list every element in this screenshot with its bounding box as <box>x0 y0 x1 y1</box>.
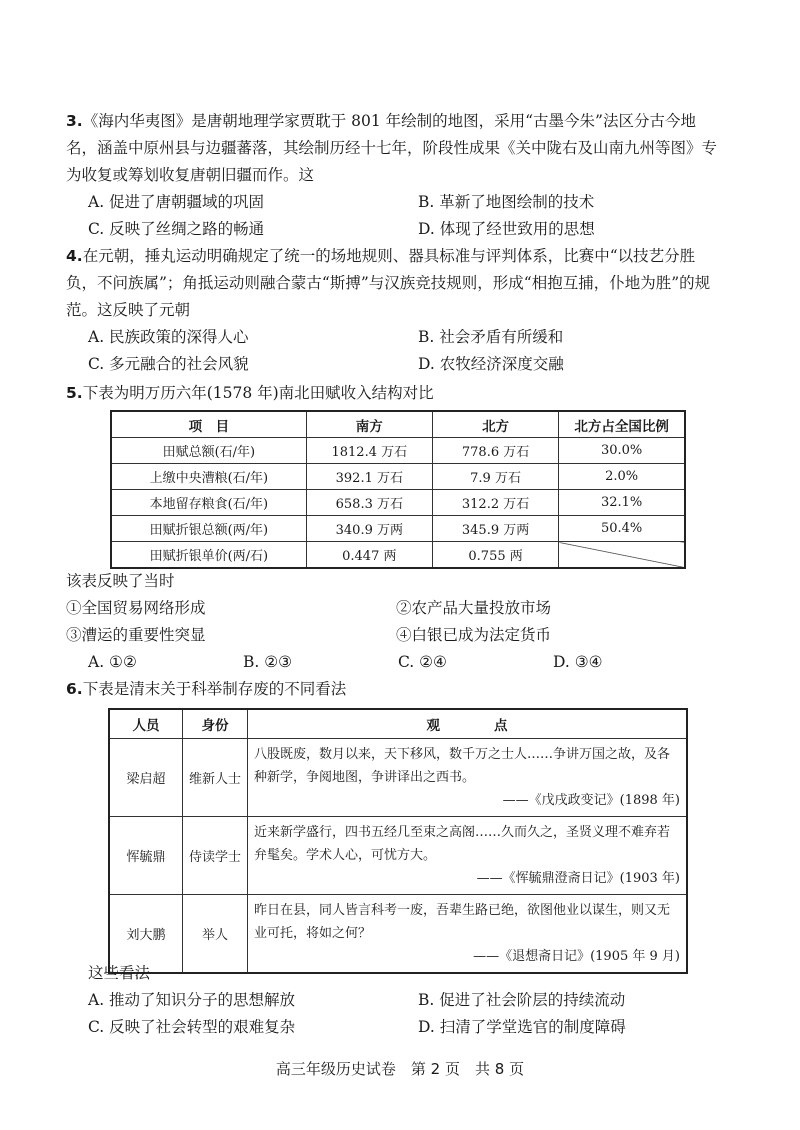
table-row <box>111 464 685 490</box>
view-text: 昨日在县，同人皆言科考一废，吾辈生路已绝，欲图他业以谋生，则又无业可托，将如之何？ <box>254 903 671 941</box>
table-header-row <box>111 411 685 438</box>
tax-structure-table <box>110 410 686 569</box>
table-cell: 上缴中央漕粮(石/年) <box>111 464 306 490</box>
options <box>88 987 726 1041</box>
stem-text: 在元朝，捶丸运动明确规定了统一的场地规则、器具标准与评判体系，比赛中“以技艺分胜负，不问族属”；角抵运动则融合蒙古“斯搏”与汉族竞技规则，形成“相抱互捕，仆地为胜”的规范。这反映了元朝 <box>66 247 711 319</box>
stem-text: 下表是清末关于科举制存废的不同看法 <box>82 680 347 698</box>
table-header-row <box>109 709 687 739</box>
table-cell: 392.1 万石 <box>306 464 432 490</box>
question-5-choices <box>66 568 726 676</box>
identity-cell: 举人 <box>183 895 248 974</box>
option-c[interactable]: C. 反映了丝绸之路的畅通 <box>88 220 265 238</box>
question-3 <box>66 108 726 243</box>
table-row <box>109 739 687 817</box>
person-cell: 刘大鹏 <box>109 895 183 974</box>
table-cell: 50.4% <box>559 516 685 542</box>
question-5-stem-block <box>66 380 726 407</box>
view-source: ——《恽毓鼎澄斋日记》(1903 年) <box>476 871 680 886</box>
options <box>88 324 726 378</box>
option-a[interactable]: A. 民族政策的深得人心 <box>88 328 249 346</box>
question-6-stem <box>66 676 726 703</box>
option-b[interactable]: B. 促进了社会阶层的持续流动 <box>418 991 626 1009</box>
person-cell: 恽毓鼎 <box>109 817 183 895</box>
view-cell <box>248 817 688 895</box>
option-d[interactable]: D. 农牧经济深度交融 <box>418 355 564 373</box>
question-number: 4. <box>66 247 83 265</box>
table-cell: 田赋总额(石/年) <box>111 438 306 464</box>
question-6-stem-block <box>66 676 726 703</box>
question-4 <box>66 243 726 378</box>
page-footer: 高三年级历史试卷 第 2 页 共 8 页 <box>275 1060 525 1078</box>
statement-3: ③漕运的重要性突显 <box>66 626 206 644</box>
empty-diagonal-cell <box>559 542 685 569</box>
option-a[interactable]: A. ①② <box>88 653 137 671</box>
question-4-stem <box>66 243 726 324</box>
table-cell: 0.447 两 <box>306 542 432 569</box>
table-cell: 7.9 万石 <box>432 464 558 490</box>
statement-2: ②农产品大量投放市场 <box>396 599 552 617</box>
view-source: ——《退想斋日记》(1905 年 9 月) <box>473 949 680 964</box>
table-cell: 32.1% <box>559 490 685 516</box>
options <box>88 189 726 243</box>
table-row <box>111 542 685 569</box>
option-b[interactable]: B. 革新了地图绘制的技术 <box>418 193 595 211</box>
table-row <box>111 490 685 516</box>
statements <box>66 595 726 649</box>
question-5-stem <box>66 380 726 407</box>
view-text: 八股既废，数月以来，天下移风，数千万之士人……争讲万国之故，及各种新学，争阅地图，争讲译出之西书。 <box>254 747 671 785</box>
question-number: 5. <box>66 384 83 402</box>
question-3-stem <box>66 108 726 189</box>
header-identity: 身份 <box>183 709 248 739</box>
identity-cell: 侍读学士 <box>183 817 248 895</box>
table-cell: 778.6 万石 <box>432 438 558 464</box>
table-cell: 1812.4 万石 <box>306 438 432 464</box>
stem-text: 《海内华夷图》是唐朝地理学家贾耽于 801 年绘制的地图，采用“古墨今朱”法区分古今地名，涵盖中原州县与边疆蕃落，其绘制历经十七年，阶段性成果《关中陇右及山南九州等图》专为收复或筹划收复唐朝旧疆而作。这 <box>66 112 718 184</box>
person-cell: 梁启超 <box>109 739 183 817</box>
table-cell: 30.0% <box>559 438 685 464</box>
header-view: 观 点 <box>248 709 688 739</box>
lead-in: 该表反映了当时 <box>66 572 175 590</box>
table-cell: 本地留存粮食(石/年) <box>111 490 306 516</box>
option-a[interactable]: A. 推动了知识分子的思想解放 <box>88 991 296 1009</box>
view-cell <box>248 739 688 817</box>
table-cell: 658.3 万石 <box>306 490 432 516</box>
option-d[interactable]: D. 体现了经世致用的思想 <box>418 220 595 238</box>
header-south: 南方 <box>306 411 432 438</box>
keju-views-table <box>108 708 688 974</box>
identity-cell: 维新人士 <box>183 739 248 817</box>
table-cell: 2.0% <box>559 464 685 490</box>
table-cell: 340.9 万两 <box>306 516 432 542</box>
table-cell: 田赋折银单价(两/石) <box>111 542 306 569</box>
table-cell: 田赋折银总额(两/年) <box>111 516 306 542</box>
header-person: 人员 <box>109 709 183 739</box>
table-cell: 312.2 万石 <box>432 490 558 516</box>
question-number: 3. <box>66 112 83 130</box>
header-north: 北方 <box>432 411 558 438</box>
view-text: 近来新学盛行，四书五经几至束之高阁……久而久之，圣贤义理不难弃若弁髦矣。学术人心，可忧方大。 <box>254 825 671 863</box>
header-north-ratio: 北方占全国比例 <box>559 411 685 438</box>
table-cell: 0.755 两 <box>432 542 558 569</box>
options <box>88 649 726 676</box>
option-b[interactable]: B. ②③ <box>243 653 293 671</box>
option-c[interactable]: C. ②④ <box>398 653 447 671</box>
statement-4: ④白银已成为法定货币 <box>396 626 552 644</box>
option-a[interactable]: A. 促进了唐朝疆域的巩固 <box>88 193 265 211</box>
table-row <box>111 516 685 542</box>
option-c[interactable]: C. 反映了社会转型的艰难复杂 <box>88 1018 296 1036</box>
stem-text: 下表为明万历六年(1578 年)南北田赋收入结构对比 <box>82 384 434 402</box>
table-row <box>109 817 687 895</box>
header-item: 项 目 <box>111 411 306 438</box>
table-row <box>111 438 685 464</box>
view-source: ——《戊戌政变记》(1898 年) <box>502 793 680 808</box>
option-c[interactable]: C. 多元融合的社会风貌 <box>88 355 249 373</box>
lead-in: 这些看法 <box>88 964 151 982</box>
option-d[interactable]: D. 扫清了学堂选官的制度障碍 <box>418 1018 626 1036</box>
statement-1: ①全国贸易网络形成 <box>66 599 206 617</box>
question-6-choices <box>66 960 726 1041</box>
table-cell: 345.9 万两 <box>432 516 558 542</box>
question-number: 6. <box>66 680 83 698</box>
option-b[interactable]: B. 社会矛盾有所缓和 <box>418 328 564 346</box>
option-d[interactable]: D. ③④ <box>553 653 603 671</box>
